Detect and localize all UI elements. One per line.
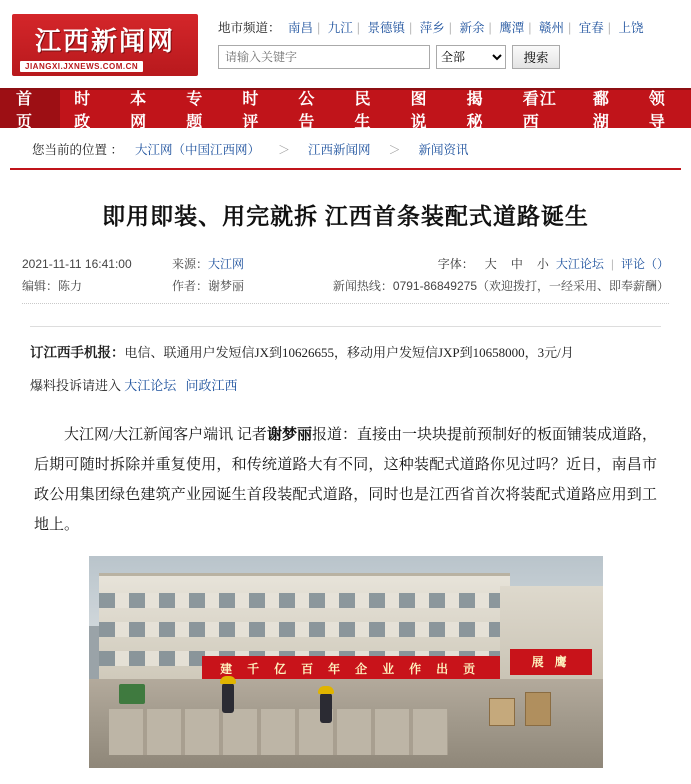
search-row xyxy=(218,45,691,69)
site-header xyxy=(0,0,691,88)
article xyxy=(0,170,691,773)
photo-window-row xyxy=(99,593,510,608)
fontsize-label: 字体： xyxy=(437,257,474,271)
nav-item-livelihood[interactable]: 民生 xyxy=(354,91,372,131)
photo-worker xyxy=(320,693,332,723)
article-meta-line-1 xyxy=(22,253,669,275)
nav-item-commentary[interactable]: 时评 xyxy=(242,91,260,131)
photo-helmet xyxy=(318,686,334,694)
report-link-forum[interactable]: 大江论坛 xyxy=(124,378,177,393)
breadcrumb-item-jxnews[interactable]: 江西新闻网 xyxy=(308,143,371,157)
nav-item-home[interactable]: 首页 xyxy=(0,90,60,128)
news-hotline: 新闻热线：0791-86849275（欢迎拨打，一经采用、即奉薪酬） xyxy=(332,279,669,293)
city-channel-row: 地市频道： 南昌 | 九江 | 景德镇 | 萍乡 | 新余 | 鹰潭 | 赣州 | 宜春 | 上饶 xyxy=(218,18,691,36)
city-link-jiujiang[interactable]: 九江 xyxy=(327,21,353,35)
city-link-xinyu[interactable]: 新余 xyxy=(459,21,485,35)
city-link-nanchang[interactable]: 南昌 xyxy=(288,21,314,35)
nav-item-see-jiangxi[interactable]: 看江西 xyxy=(522,91,557,131)
search-scope-select[interactable] xyxy=(436,45,506,69)
photo-crate xyxy=(525,692,551,726)
photo-green-bin xyxy=(119,684,145,704)
search-button[interactable]: 搜索 xyxy=(512,45,560,69)
city-link-jingdezhen[interactable]: 景德镇 xyxy=(367,21,406,35)
photo-window-row xyxy=(99,622,510,637)
city-link-shangrao[interactable]: 上饶 xyxy=(618,21,644,35)
site-logo-text: 江西新闻网 xyxy=(34,27,175,56)
photo-road-slabs xyxy=(109,709,448,756)
nav-item-politics[interactable]: 时政 xyxy=(74,91,92,131)
photo-banner-secondary: 展 鹰 xyxy=(510,649,592,675)
main-nav xyxy=(0,88,691,131)
subscription-text: 电信、联通用户发短信JX到10626655，移动用户发短信JXP到10658000，3元/月 xyxy=(124,345,574,360)
article-source-link[interactable]: 大江网 xyxy=(208,257,245,271)
article-meta xyxy=(22,253,669,304)
article-paragraph xyxy=(34,420,657,540)
article-meta-line-2 xyxy=(22,275,669,297)
site-logo[interactable] xyxy=(12,14,198,76)
fontsize-medium[interactable]: 中 xyxy=(510,257,523,271)
report-link-zhengwen[interactable]: 问政江西 xyxy=(185,378,238,393)
nav-item-local[interactable]: 本网 xyxy=(130,91,148,131)
city-link-ganzhou[interactable]: 赣州 xyxy=(539,21,565,35)
article-date: 2021-11-11 16:41:00 xyxy=(22,257,132,271)
city-link-yingtan[interactable]: 鹰潭 xyxy=(499,21,525,35)
fontsize-large[interactable]: 大 xyxy=(484,257,497,271)
photo-worker xyxy=(222,683,234,713)
header-right xyxy=(208,10,691,69)
breadcrumb-separator-1: ＞ xyxy=(278,142,291,157)
site-logo-domain: JIANGXI.JXNEWS.COM.CN xyxy=(20,61,143,72)
article-author-name: 谢梦丽 xyxy=(208,279,245,293)
comment-link[interactable]: 评论（） xyxy=(620,257,669,271)
subscription-line xyxy=(30,341,661,361)
city-link-yichun[interactable]: 宜春 xyxy=(578,21,604,35)
nav-item-leaders[interactable]: 领导 xyxy=(648,91,666,131)
breadcrumb-item-dajiang[interactable]: 大江网（中国江西网） xyxy=(134,143,260,157)
subscription-notice xyxy=(30,326,661,394)
report-label: 爆料投诉请进入 xyxy=(30,378,122,393)
article-body-lead: 大江网/大江新闻客户端讯 记者 xyxy=(64,427,267,443)
breadcrumb-label: 您当前的位置 ： xyxy=(32,143,123,157)
article-source-label: 来源： xyxy=(172,257,209,271)
article-body-reporter: 谢梦丽 xyxy=(266,427,312,443)
city-channel-label: 地市频道： xyxy=(218,21,281,35)
city-link-pingxiang[interactable]: 萍乡 xyxy=(419,21,445,35)
nav-item-poyang[interactable]: 鄱湖 xyxy=(592,91,610,131)
article-meta-tools xyxy=(438,253,669,275)
photo-banner: 建 千 亿 百 年 企 业 作 出 贡 xyxy=(202,656,500,682)
breadcrumb-wrap xyxy=(10,128,681,170)
report-line xyxy=(30,375,661,394)
meta-divider: | xyxy=(610,257,614,271)
photo-helmet xyxy=(220,676,236,684)
article-editor-label: 编辑： xyxy=(22,279,59,293)
article-body xyxy=(34,420,657,540)
nav-item-topics[interactable]: 专题 xyxy=(186,91,204,131)
photo-crate xyxy=(489,698,515,726)
article-photo xyxy=(89,556,603,768)
forum-link[interactable]: 大江论坛 xyxy=(555,257,604,271)
article-author xyxy=(172,275,302,297)
article-figure-wrap xyxy=(22,556,669,773)
article-editor-name: 陈力 xyxy=(58,279,83,293)
site-logo-block[interactable] xyxy=(12,10,208,76)
article-title: 即用即装、用完就拆 江西首条装配式道路诞生 xyxy=(102,204,589,229)
subscription-title: 订江西手机报： xyxy=(30,345,125,360)
nav-item-announcements[interactable]: 公告 xyxy=(298,91,316,131)
article-editor xyxy=(22,275,172,297)
search-input[interactable] xyxy=(218,45,430,69)
nav-item-pictures[interactable]: 图说 xyxy=(410,91,428,131)
nav-item-revealed[interactable]: 揭秘 xyxy=(466,91,484,131)
fontsize-small[interactable]: 小 xyxy=(536,257,549,271)
article-author-label: 作者： xyxy=(172,279,209,293)
breadcrumb-item-news[interactable]: 新闻资讯 xyxy=(418,143,469,157)
article-source xyxy=(172,253,302,275)
article-body-rest: 报道：直接由一块块提前预制好的板面铺装成道路，后期可随时拆除并重复使用，和传统道路大有不同，这种装配式道路你见过吗？近日，南昌市政公用集团绿色建筑产业园诞生首段装配式道路，同时也是江西省首次将装配式道路应用到工地上。 xyxy=(34,427,657,533)
breadcrumb-separator-2: ＞ xyxy=(388,142,401,157)
breadcrumb xyxy=(32,140,669,158)
